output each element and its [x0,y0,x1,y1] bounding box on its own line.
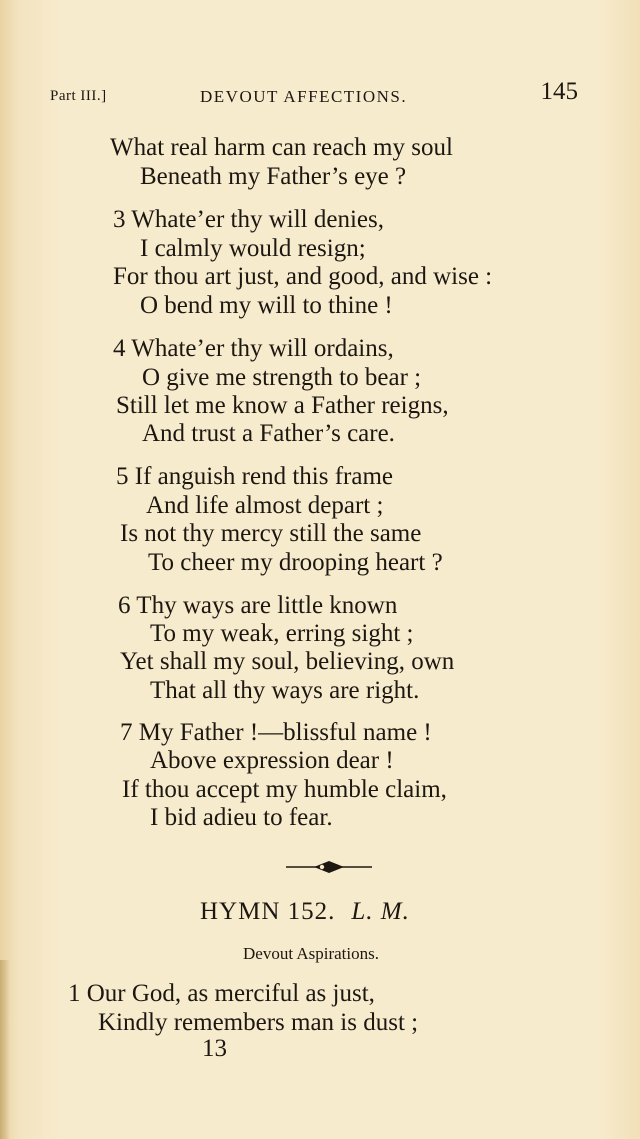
hymn-subtitle: Devout Aspirations. [243,944,379,963]
verse-line: 7 My Father !—blissful name ! [120,719,432,746]
verse-line: And life almost depart ; [146,492,384,519]
verse-line: 5 If anguish rend this frame [116,463,394,490]
verse-line: To my weak, erring sight ; [150,620,414,647]
verse-line: For thou art just, and good, and wise : [113,263,493,290]
hymn-line: Kindly remembers man is dust ; [98,1009,419,1036]
hymn-heading [200,898,410,926]
verse-line: O bend my will to thine ! [140,292,393,319]
verse-line: I calmly would resign; [140,235,366,262]
verse-line: Yet shall my soul, believing, own [120,648,455,675]
verse-line: If thou accept my humble claim, [122,776,447,803]
section-divider-ornament [284,858,374,876]
page-number: 145 [540,78,578,105]
verse-line: 3 Whate’er thy will denies, [113,206,384,233]
running-head-part: Part III.] [50,88,107,104]
running-head-title: DEVOUT AFFECTIONS. [200,87,408,106]
verse-line: And trust a Father’s care. [142,420,395,447]
signature-mark: 13 [202,1035,227,1062]
running-head [50,78,580,114]
verse-line: Is not thy mercy still the same [120,520,422,547]
verse-line: Beneath my Father’s eye ? [140,163,407,190]
hymn-line: 1 Our God, as merciful as just, [68,980,375,1007]
verse-line: That all thy ways are right. [150,677,420,704]
verse-line: Above expression dear ! [150,747,394,774]
verse-line: What real harm can reach my soul [110,134,453,161]
verse-line: 6 Thy ways are little known [118,592,398,619]
page-gutter-shadow [0,960,10,1139]
verse-line: Still let me know a Father reigns, [116,392,449,419]
hymn-number: HYMN 152. [200,898,336,925]
verse-line: 4 Whate’er thy will ordains, [113,335,394,362]
verse-line: O give me strength to bear ; [142,364,422,391]
verse-line: I bid adieu to fear. [150,804,333,831]
verse-line: To cheer my drooping heart ? [148,549,443,576]
hymn-meter: L. M. [351,898,410,925]
